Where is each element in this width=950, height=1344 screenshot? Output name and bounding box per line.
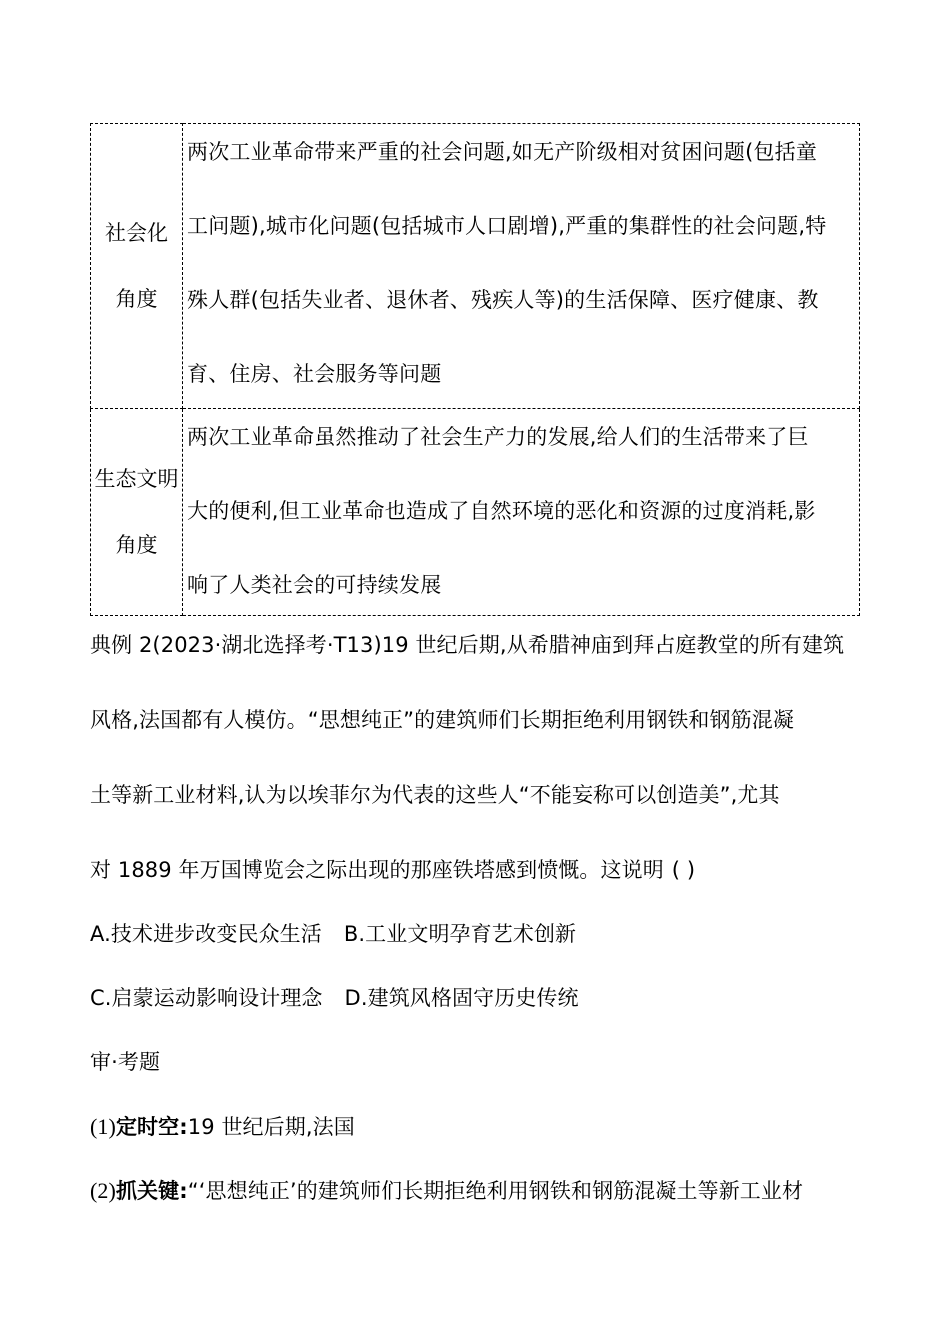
review-item-1 (90, 1112, 862, 1142)
option-d: D.建筑风格固守历史传统 (344, 986, 579, 1010)
content-line: 工问题),城市化问题(包括城市人口剧增),严重的集群性的社会问题,特 (187, 214, 827, 238)
row-label-line: 生态文明 (94, 467, 179, 491)
review-item-2-key: 抓关键: (115, 1179, 188, 1203)
review-item-1-text: 19 世纪后期,法国 (187, 1115, 355, 1139)
analysis-table (90, 123, 860, 616)
row-content-social (183, 124, 860, 409)
content-line: 两次工业革命带来严重的社会问题,如无产阶级相对贫困问题(包括童 (187, 140, 818, 164)
row-label-line: 社会化 (105, 221, 168, 245)
review-heading: 审·考题 (90, 1050, 161, 1074)
table-row (91, 409, 860, 616)
row-label-ecological (91, 409, 183, 616)
row-content-ecological (183, 409, 860, 616)
option-b: B.工业文明孕育艺术创新 (343, 922, 577, 946)
review-item-2-number: (2) (90, 1178, 116, 1203)
question-line-1: 典例 2(2023·湖北选择考·T13)19 世纪后期,从希腊神庙到拜占庭教堂的所有建筑 (90, 633, 845, 657)
question-line-3: 土等新工业材料,认为以埃菲尔为代表的这些人“不能妄称可以创造美”,尤其 (90, 783, 780, 807)
content-line: 大的便利,但工业革命也造成了自然环境的恶化和资源的过度消耗,影 (187, 499, 816, 523)
review-item-2-text: “‘思想纯正’的建筑师们长期拒绝利用钢铁和钢筋混凝土等新工业材 (187, 1179, 804, 1203)
content-line: 响了人类社会的可持续发展 (187, 573, 442, 597)
question-line-4 (90, 855, 862, 885)
option-c: C.启蒙运动影响设计理念 (90, 986, 323, 1010)
option-a: A.技术进步改变民众生活 (90, 922, 322, 946)
review-item-1-number: (1) (90, 1114, 116, 1139)
answer-bracket: ( ) (671, 858, 696, 882)
question-line-4-text: 对 1889 年万国博览会之际出现的那座铁塔感到愤慨。这说明 (90, 858, 664, 882)
options-row-2 (90, 983, 862, 1013)
options-row-1 (90, 919, 862, 949)
row-label-line: 角度 (115, 533, 158, 557)
content-line: 两次工业革命虽然推动了社会生产力的发展,给人们的生活带来了巨 (187, 425, 809, 449)
content-line: 殊人群(包括失业者、退休者、残疾人等)的生活保障、医疗健康、教 (187, 288, 819, 312)
row-label-social (91, 124, 183, 409)
table-row (91, 124, 860, 409)
review-item-2 (90, 1176, 862, 1206)
row-label-line: 角度 (115, 287, 158, 311)
content-line: 育、住房、社会服务等问题 (187, 362, 442, 386)
review-item-1-key: 定时空: (115, 1115, 188, 1139)
question-line-2: 风格,法国都有人模仿。“思想纯正”的建筑师们长期拒绝利用钢铁和钢筋混凝 (90, 708, 794, 732)
